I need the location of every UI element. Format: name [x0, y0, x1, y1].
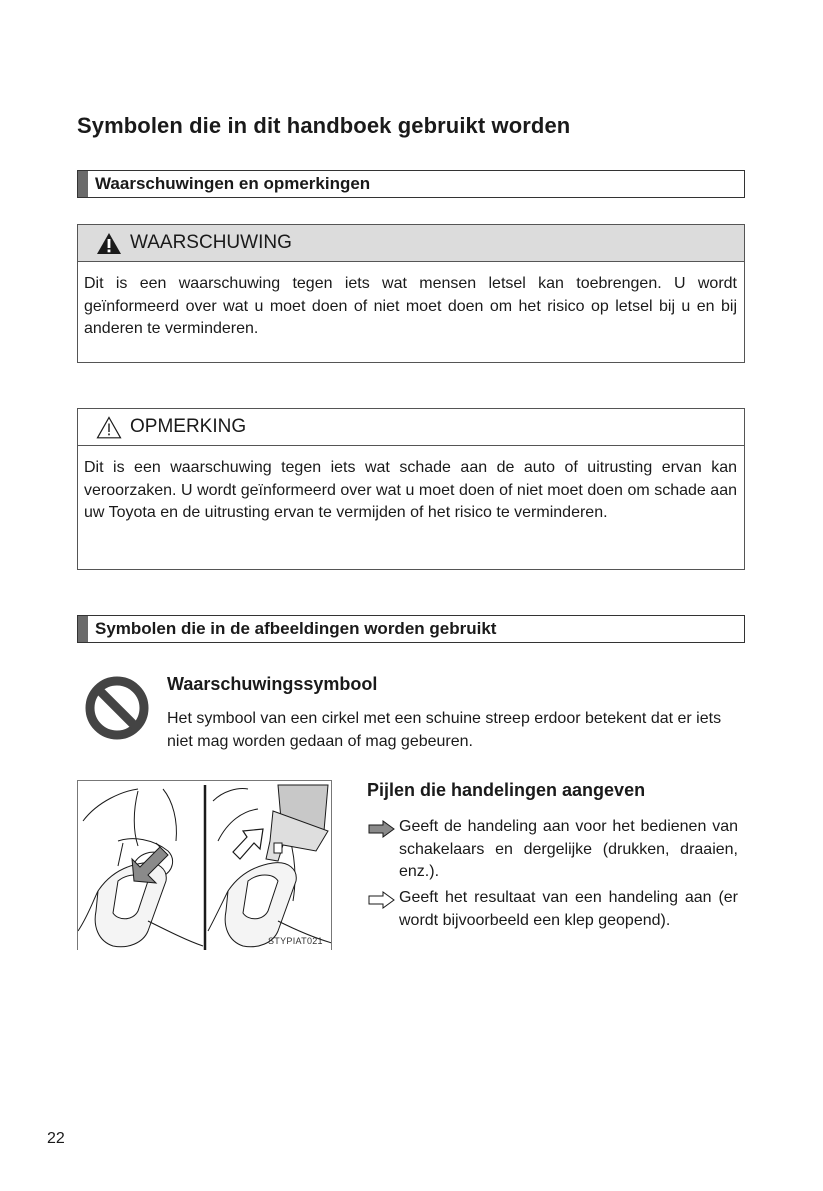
arrow-item-text: Geeft het resultaat van een handeling aan (er wordt bijvoorbeeld een klep geopend). [399, 889, 738, 929]
arrows-title: Pijlen die handelingen aangeven [367, 780, 646, 800]
arrow-item-text: Geeft de handeling aan voor het bedienen van schakelaars en dergelijke (drukken, draaien, enz.). [399, 818, 738, 880]
figure-code: STYPIAT021 [268, 936, 323, 946]
warning-box-title: WAARSCHUWING [130, 232, 292, 253]
warning-symbol-description: Het symbool van een cirkel met een schuine streep erdoor betekent dat er iets niet mag worden gedaan of mag gebeuren. [167, 710, 722, 750]
section-title: Waarschuwingen en opmerkingen [95, 174, 371, 193]
notice-triangle-outline-icon [96, 416, 122, 439]
section-title: Symbolen die in de afbeeldingen worden gebruikt [95, 619, 497, 638]
arrow-item-filled [368, 816, 738, 884]
prohibition-icon [85, 676, 149, 740]
warning-symbol-title: Waarschuwingssymbool [167, 674, 378, 694]
warning-box [77, 224, 745, 363]
notice-box-text: Dit is een waarschuwing tegen iets wat schade aan de auto of uitrusting ervan kan veroorzaken. U wordt geïnformeerd over wat u moet doen of niet moet doen om schade aan uw Toyota en de uitrusting ervan te vermijden of het risico te verminderen. [84, 459, 737, 521]
warning-box-header [78, 225, 744, 262]
arrow-item-outline [368, 887, 738, 932]
seatbelt-drawing [78, 781, 332, 950]
section-marker [78, 171, 88, 197]
outline-arrow-icon [368, 891, 395, 909]
notice-box-header [78, 409, 744, 446]
section-header-symbols [77, 615, 745, 643]
filled-arrow-icon [368, 820, 395, 838]
section-marker [78, 616, 88, 642]
page-title: Symbolen die in dit handboek gebruikt worden [77, 113, 571, 138]
notice-box [77, 408, 745, 570]
notice-box-title: OPMERKING [130, 416, 247, 437]
warning-triangle-filled-icon [96, 232, 122, 255]
seatbelt-illustration [77, 780, 332, 950]
section-header-warnings [77, 170, 745, 198]
page-number: 22 [47, 1130, 65, 1147]
warning-box-text: Dit is een waarschuwing tegen iets wat mensen letsel kan toebrengen. U wordt geïnformeerd over wat u moet doen of niet moet doen om het risico op letsel bij u en bij anderen te verminderen. [84, 275, 737, 337]
